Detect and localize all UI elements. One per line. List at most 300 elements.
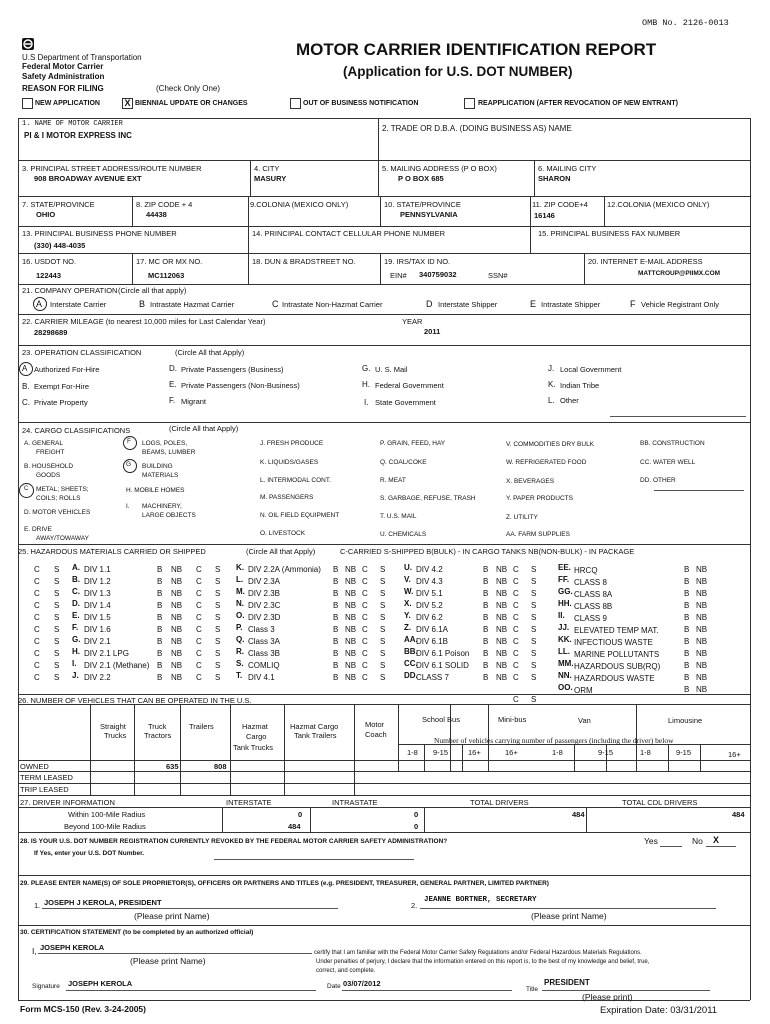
op-letter-d[interactable]: D bbox=[426, 299, 433, 309]
hazmat-nonbulk-mark[interactable]: NB bbox=[345, 601, 357, 610]
op-class-f[interactable]: Migrant bbox=[181, 397, 207, 406]
beyond-interstate-field[interactable]: 484 bbox=[288, 822, 301, 831]
hazmat-shipped-mark[interactable]: S bbox=[531, 613, 537, 622]
hazmat-code[interactable]: DD. bbox=[404, 671, 418, 680]
hazmat-nonbulk-mark[interactable]: NB bbox=[171, 661, 183, 670]
hazmat-code[interactable]: FF. bbox=[558, 575, 570, 584]
cargo-dd[interactable]: DD. OTHER bbox=[640, 477, 676, 484]
hazmat-class-label[interactable]: DIV 6.2 bbox=[416, 613, 443, 622]
title-field[interactable]: PRESIDENT bbox=[544, 978, 590, 987]
hazmat-code[interactable]: A. bbox=[72, 563, 80, 572]
hazmat-code[interactable]: G. bbox=[72, 635, 81, 644]
hazmat-nonbulk-mark[interactable]: NB bbox=[696, 637, 708, 646]
hazmat-code[interactable]: BB. bbox=[404, 647, 418, 656]
hazmat-class-label[interactable]: DIV 2.3B bbox=[248, 589, 281, 598]
hazmat-bulk-mark[interactable]: B bbox=[333, 613, 339, 622]
email-field[interactable]: MATTCROUP@PIIMX.COM bbox=[638, 270, 721, 277]
hazmat-bulk-mark[interactable]: B bbox=[483, 601, 489, 610]
hazmat-carried-mark[interactable]: C bbox=[362, 589, 368, 598]
cargo-f[interactable]: LOGS, POLES, bbox=[142, 440, 188, 447]
signature-field[interactable]: JOSEPH KEROLA bbox=[68, 979, 133, 988]
hazmat-carried-mark[interactable]: C bbox=[196, 661, 202, 670]
cargo-w[interactable]: W. REFRIGERATED FOOD bbox=[506, 459, 587, 466]
hazmat-shipped-mark[interactable]: S bbox=[531, 625, 537, 634]
hazmat-carried-mark[interactable]: C bbox=[513, 673, 519, 682]
officer-1-field[interactable]: JOSEPH J KEROLA, PRESIDENT bbox=[44, 898, 162, 907]
hazmat-class-label[interactable]: DIV 4.2 bbox=[416, 565, 443, 574]
hazmat-carried-mark[interactable]: C bbox=[34, 625, 40, 634]
hazmat-bulk-mark[interactable]: B bbox=[157, 601, 163, 610]
hazmat-code[interactable]: X. bbox=[404, 599, 412, 608]
hazmat-carried-mark[interactable]: C bbox=[513, 565, 519, 574]
hazmat-bulk-mark[interactable]: B bbox=[684, 601, 690, 610]
hazmat-code[interactable]: F. bbox=[72, 623, 79, 632]
hazmat-carried-mark[interactable]: C bbox=[196, 649, 202, 658]
op-class-c[interactable]: Private Property bbox=[34, 398, 88, 407]
hazmat-bulk-mark[interactable]: B bbox=[684, 577, 690, 586]
hazmat-nonbulk-mark[interactable]: NB bbox=[696, 649, 708, 658]
hazmat-class-label[interactable]: DIV 2.2A (Ammonia) bbox=[248, 565, 321, 574]
hazmat-carried-mark[interactable]: C bbox=[34, 673, 40, 682]
hazmat-nonbulk-mark[interactable]: NB bbox=[496, 661, 508, 670]
hazmat-shipped-mark[interactable]: S bbox=[380, 661, 386, 670]
hazmat-bulk-mark[interactable]: B bbox=[483, 625, 489, 634]
hazmat-code[interactable]: OO. bbox=[558, 683, 573, 692]
hazmat-bulk-mark[interactable]: B bbox=[157, 673, 163, 682]
hazmat-carried-mark[interactable]: C bbox=[196, 613, 202, 622]
hazmat-shipped-mark[interactable]: S bbox=[531, 637, 537, 646]
cargo-g[interactable]: BUILDING bbox=[142, 463, 173, 470]
op-class-d[interactable]: Private Passengers (Business) bbox=[181, 365, 284, 374]
hazmat-bulk-mark[interactable]: B bbox=[157, 577, 163, 586]
hazmat-shipped-mark[interactable]: S bbox=[215, 577, 221, 586]
hazmat-shipped-mark[interactable]: S bbox=[380, 673, 386, 682]
hazmat-class-label[interactable]: DIV 2.3D bbox=[248, 613, 281, 622]
hazmat-bulk-mark[interactable]: B bbox=[483, 649, 489, 658]
hazmat-shipped-mark[interactable]: S bbox=[54, 637, 60, 646]
cargo-z[interactable]: Z. UTILITY bbox=[506, 514, 538, 521]
mc-number-field[interactable]: MC112063 bbox=[148, 271, 185, 280]
hazmat-carried-mark[interactable]: C bbox=[196, 601, 202, 610]
hazmat-carried-mark[interactable]: C bbox=[34, 661, 40, 670]
hazmat-carried-mark[interactable]: C bbox=[362, 673, 368, 682]
hazmat-class-label[interactable]: DIV 6.1A bbox=[416, 625, 449, 634]
hazmat-shipped-mark[interactable]: S bbox=[380, 625, 386, 634]
hazmat-code[interactable]: KK. bbox=[558, 635, 572, 644]
hazmat-bulk-mark[interactable]: B bbox=[157, 661, 163, 670]
op-letter-c[interactable]: C bbox=[272, 299, 279, 309]
carrier-name-field[interactable]: PI & I MOTOR EXPRESS INC bbox=[24, 131, 132, 140]
hazmat-code[interactable]: Y. bbox=[404, 611, 411, 620]
cargo-t[interactable]: T. U.S. MAIL bbox=[380, 513, 417, 520]
hazmat-nonbulk-mark[interactable]: NB bbox=[171, 601, 183, 610]
hazmat-bulk-mark[interactable]: B bbox=[157, 589, 163, 598]
cargo-p[interactable]: P. GRAIN, FEED, HAY bbox=[380, 440, 446, 447]
hazmat-nonbulk-mark[interactable]: NB bbox=[171, 565, 183, 574]
hazmat-bulk-mark[interactable]: B bbox=[684, 565, 690, 574]
cargo-o[interactable]: O. LIVESTOCK bbox=[260, 530, 306, 537]
hazmat-shipped-mark[interactable]: S bbox=[531, 589, 537, 598]
hazmat-nonbulk-mark[interactable]: NB bbox=[496, 625, 508, 634]
hazmat-code[interactable]: U. bbox=[404, 563, 412, 572]
hazmat-class-label[interactable]: CLASS 8 bbox=[574, 578, 607, 587]
hazmat-shipped-mark[interactable]: S bbox=[531, 601, 537, 610]
hazmat-bulk-mark[interactable]: B bbox=[483, 565, 489, 574]
mailing-address-field[interactable]: P O BOX 685 bbox=[398, 174, 444, 183]
hazmat-class-label[interactable]: DIV 1.6 bbox=[84, 625, 111, 634]
hazmat-class-label[interactable]: HAZARDOUS SUB(RQ) bbox=[574, 662, 661, 671]
hazmat-nonbulk-mark[interactable]: NB bbox=[496, 601, 508, 610]
op-class-a[interactable]: Authorized For-Hire bbox=[34, 365, 100, 374]
hazmat-nonbulk-mark[interactable]: NB bbox=[696, 589, 708, 598]
hazmat-bulk-mark[interactable]: B bbox=[684, 661, 690, 670]
hazmat-class-label[interactable]: DIV 1.5 bbox=[84, 613, 111, 622]
hazmat-nonbulk-mark[interactable]: NB bbox=[496, 637, 508, 646]
cargo-r[interactable]: R. MEAT bbox=[380, 477, 406, 484]
hazmat-nonbulk-mark[interactable]: NB bbox=[171, 637, 183, 646]
hazmat-nonbulk-mark[interactable]: NB bbox=[696, 673, 708, 682]
cargo-b[interactable]: B. HOUSEHOLD bbox=[24, 463, 74, 470]
hazmat-code[interactable]: K. bbox=[236, 563, 244, 572]
mileage-field[interactable]: 28298689 bbox=[34, 328, 68, 337]
hazmat-shipped-mark[interactable]: S bbox=[531, 661, 537, 670]
hazmat-class-label[interactable]: DIV 2.3C bbox=[248, 601, 281, 610]
cargo-cc[interactable]: CC. WATER WELL bbox=[640, 459, 696, 466]
hazmat-shipped-mark[interactable]: S bbox=[215, 661, 221, 670]
hazmat-code[interactable]: W. bbox=[404, 587, 414, 596]
hazmat-bulk-mark[interactable]: B bbox=[684, 637, 690, 646]
hazmat-shipped-mark[interactable]: S bbox=[531, 649, 537, 658]
hazmat-carried-mark[interactable]: C bbox=[196, 637, 202, 646]
hazmat-bulk-mark[interactable]: B bbox=[483, 673, 489, 682]
hazmat-shipped-mark[interactable]: S bbox=[54, 601, 60, 610]
hazmat-bulk-mark[interactable]: B bbox=[483, 661, 489, 670]
hazmat-bulk-mark[interactable]: B bbox=[157, 625, 163, 634]
hazmat-bulk-mark[interactable]: B bbox=[333, 673, 339, 682]
mailing-zip-field[interactable]: 16146 bbox=[534, 211, 555, 220]
hazmat-shipped-mark[interactable]: S bbox=[54, 673, 60, 682]
usdot-field[interactable]: 122443 bbox=[36, 271, 62, 280]
hazmat-shipped-mark[interactable]: S bbox=[531, 577, 537, 586]
hazmat-nonbulk-mark[interactable]: NB bbox=[496, 613, 508, 622]
cargo-d[interactable]: D. MOTOR VEHICLES bbox=[24, 509, 91, 516]
hazmat-nonbulk-mark[interactable]: NB bbox=[696, 661, 708, 670]
hazmat-bulk-mark[interactable]: B bbox=[684, 685, 690, 694]
hazmat-class-label[interactable]: HAZARDOUS WASTE bbox=[574, 674, 655, 683]
op-class-i[interactable]: State Government bbox=[375, 398, 436, 407]
hazmat-carried-mark[interactable]: C bbox=[362, 649, 368, 658]
hazmat-nonbulk-mark[interactable]: NB bbox=[171, 589, 183, 598]
hazmat-code[interactable]: O. bbox=[236, 611, 245, 620]
hazmat-carried-mark[interactable]: C bbox=[513, 613, 519, 622]
cargo-m[interactable]: M. PASSENGERS bbox=[260, 494, 314, 501]
hazmat-bulk-mark[interactable]: B bbox=[157, 649, 163, 658]
op-class-l[interactable]: Other bbox=[560, 396, 579, 405]
hazmat-code[interactable]: C. bbox=[72, 587, 80, 596]
hazmat-carried-mark[interactable]: C bbox=[362, 565, 368, 574]
cargo-e[interactable]: E. DRIVE bbox=[24, 526, 52, 533]
out-of-business-checkbox[interactable] bbox=[290, 98, 301, 109]
revoked-yes-label[interactable]: Yes bbox=[644, 836, 658, 846]
cargo-bb[interactable]: BB. CONSTRUCTION bbox=[640, 440, 705, 447]
hazmat-carried-mark[interactable]: C bbox=[513, 625, 519, 634]
hazmat-code[interactable]: Q. bbox=[236, 635, 245, 644]
hazmat-bulk-mark[interactable]: B bbox=[333, 661, 339, 670]
hazmat-code[interactable]: L. bbox=[236, 575, 244, 584]
certifier-name-field[interactable]: JOSEPH KEROLA bbox=[40, 943, 105, 952]
hazmat-class-label[interactable]: Class 3 bbox=[248, 625, 275, 634]
cargo-x[interactable]: X. BEVERAGES bbox=[506, 478, 555, 485]
cargo-aa[interactable]: AA. FARM SUPPLIES bbox=[506, 531, 570, 538]
hazmat-code[interactable]: Z. bbox=[404, 623, 412, 632]
hazmat-class-label[interactable]: COMLIQ bbox=[248, 661, 280, 670]
hazmat-code[interactable]: CC. bbox=[404, 659, 418, 668]
hazmat-bulk-mark[interactable]: B bbox=[684, 673, 690, 682]
hazmat-bulk-mark[interactable]: B bbox=[333, 577, 339, 586]
hazmat-bulk-mark[interactable]: B bbox=[684, 613, 690, 622]
op-class-j[interactable]: Local Government bbox=[560, 365, 622, 374]
hazmat-shipped-mark[interactable]: S bbox=[54, 589, 60, 598]
hazmat-code[interactable]: GG. bbox=[558, 587, 573, 596]
cargo-c[interactable]: METAL; SHEETS; bbox=[36, 486, 89, 493]
hazmat-nonbulk-mark[interactable]: NB bbox=[171, 577, 183, 586]
hazmat-class-label[interactable]: DIV 6.1 SOLID bbox=[416, 661, 469, 670]
hazmat-bulk-mark[interactable]: B bbox=[333, 637, 339, 646]
hazmat-nonbulk-mark[interactable]: NB bbox=[345, 577, 357, 586]
hazmat-bulk-mark[interactable]: B bbox=[483, 613, 489, 622]
hazmat-class-label[interactable]: CLASS 8B bbox=[574, 602, 613, 611]
hazmat-code[interactable]: H. bbox=[72, 647, 80, 656]
hazmat-nonbulk-mark[interactable]: NB bbox=[696, 565, 708, 574]
hazmat-class-label[interactable]: ELEVATED TEMP MAT. bbox=[574, 626, 659, 635]
hazmat-class-label[interactable]: DIV 2.1 LPG bbox=[84, 649, 129, 658]
hazmat-shipped-mark[interactable]: S bbox=[215, 589, 221, 598]
mailing-state-field[interactable]: PENNSYLVANIA bbox=[400, 210, 458, 219]
hazmat-class-label[interactable]: DIV 6.1 Poison bbox=[416, 649, 470, 658]
cargo-s[interactable]: S. GARBAGE, REFUSE, TRASH bbox=[380, 495, 476, 502]
hazmat-shipped-mark[interactable]: S bbox=[380, 637, 386, 646]
hazmat-carried-mark[interactable]: C bbox=[196, 673, 202, 682]
hazmat-code[interactable]: NN. bbox=[558, 671, 572, 680]
hazmat-carried-mark[interactable]: C bbox=[513, 589, 519, 598]
hazmat-shipped-mark[interactable]: S bbox=[531, 565, 537, 574]
hazmat-code[interactable]: MM. bbox=[558, 659, 574, 668]
business-phone-field[interactable]: (330) 448-4035 bbox=[34, 241, 86, 250]
hazmat-shipped-mark[interactable]: S bbox=[380, 589, 386, 598]
hazmat-nonbulk-mark[interactable]: NB bbox=[345, 625, 357, 634]
hazmat-bulk-mark[interactable]: B bbox=[483, 577, 489, 586]
cargo-i[interactable]: MACHINERY, bbox=[142, 503, 182, 510]
hazmat-code[interactable]: D. bbox=[72, 599, 80, 608]
hazmat-shipped-mark[interactable]: S bbox=[54, 613, 60, 622]
hazmat-class-label[interactable]: INFECTIOUS WASTE bbox=[574, 638, 653, 647]
officer-2-field[interactable]: JEANNE BORTNER, SECRETARY bbox=[424, 896, 537, 904]
revoked-no-label[interactable]: No bbox=[692, 836, 703, 846]
hazmat-bulk-mark[interactable]: B bbox=[333, 601, 339, 610]
cargo-y[interactable]: Y. PAPER PRODUCTS bbox=[506, 495, 573, 502]
cargo-l[interactable]: L. INTERMODAL CONT. bbox=[260, 477, 331, 484]
hazmat-code[interactable]: M. bbox=[236, 587, 245, 596]
hazmat-nonbulk-mark[interactable]: NB bbox=[496, 649, 508, 658]
hazmat-nonbulk-mark[interactable]: NB bbox=[345, 589, 357, 598]
hazmat-nonbulk-mark[interactable]: NB bbox=[345, 673, 357, 682]
hazmat-shipped-mark[interactable]: S bbox=[380, 565, 386, 574]
hazmat-bulk-mark[interactable]: B bbox=[483, 589, 489, 598]
cargo-h[interactable]: H. MOBILE HOMES bbox=[126, 487, 185, 494]
hazmat-bulk-mark[interactable]: B bbox=[157, 613, 163, 622]
hazmat-shipped-mark[interactable]: S bbox=[380, 649, 386, 658]
hazmat-nonbulk-mark[interactable]: NB bbox=[171, 613, 183, 622]
hazmat-carried-mark[interactable]: C bbox=[362, 613, 368, 622]
hazmat-carried-mark[interactable]: C bbox=[196, 577, 202, 586]
hazmat-carried-mark[interactable]: C bbox=[34, 565, 40, 574]
hazmat-shipped-mark[interactable]: S bbox=[215, 673, 221, 682]
hazmat-carried-mark[interactable]: C bbox=[513, 577, 519, 586]
hazmat-class-label[interactable]: HRCQ bbox=[574, 566, 598, 575]
hazmat-nonbulk-mark[interactable]: NB bbox=[696, 601, 708, 610]
hazmat-class-label[interactable]: Class 3B bbox=[248, 649, 281, 658]
hazmat-code[interactable]: V. bbox=[404, 575, 411, 584]
hazmat-nonbulk-mark[interactable]: NB bbox=[345, 649, 357, 658]
hazmat-carried-mark[interactable]: C bbox=[196, 625, 202, 634]
hazmat-class-label[interactable]: DIV 2.3A bbox=[248, 577, 281, 586]
hazmat-bulk-mark[interactable]: B bbox=[333, 649, 339, 658]
hazmat-class-label[interactable]: DIV 6.1B bbox=[416, 637, 449, 646]
hazmat-code[interactable]: I. bbox=[72, 659, 77, 668]
hazmat-nonbulk-mark[interactable]: NB bbox=[496, 589, 508, 598]
hazmat-carried-mark[interactable]: C bbox=[513, 649, 519, 658]
hazmat-code[interactable]: J. bbox=[72, 671, 79, 680]
hazmat-carried-mark[interactable]: C bbox=[34, 613, 40, 622]
hazmat-code[interactable]: S. bbox=[236, 659, 244, 668]
hazmat-carried-mark[interactable]: C bbox=[362, 625, 368, 634]
cargo-k[interactable]: K. LIQUIDS/GASES bbox=[260, 459, 319, 466]
hazmat-nonbulk-mark[interactable]: NB bbox=[496, 577, 508, 586]
hazmat-class-label[interactable]: CLASS 8A bbox=[574, 590, 613, 599]
hazmat-bulk-mark[interactable]: B bbox=[333, 565, 339, 574]
hazmat-shipped-mark[interactable]: S bbox=[380, 577, 386, 586]
hazmat-carried-mark[interactable]: C bbox=[362, 577, 368, 586]
hazmat-shipped-mark[interactable]: S bbox=[54, 625, 60, 634]
hazmat-bulk-mark[interactable]: B bbox=[157, 637, 163, 646]
hazmat-code[interactable]: HH. bbox=[558, 599, 572, 608]
cargo-q[interactable]: Q. COAL/COKE bbox=[380, 459, 427, 466]
hazmat-bulk-mark[interactable]: B bbox=[333, 625, 339, 634]
hazmat-code[interactable]: II. bbox=[558, 611, 565, 620]
cargo-j[interactable]: J. FRESH PRODUCE bbox=[260, 440, 324, 447]
city-field[interactable]: MASURY bbox=[254, 174, 287, 183]
hazmat-class-label[interactable]: DIV 1.4 bbox=[84, 601, 111, 610]
hazmat-carried-mark[interactable]: C bbox=[34, 601, 40, 610]
op-class-k[interactable]: Indian Tribe bbox=[560, 381, 600, 390]
hazmat-shipped-mark[interactable]: S bbox=[215, 637, 221, 646]
beyond-intrastate-field[interactable]: 0 bbox=[414, 822, 419, 831]
hazmat-nonbulk-mark[interactable]: NB bbox=[496, 565, 508, 574]
cargo-v[interactable]: V. COMMODITIES DRY BULK bbox=[506, 441, 595, 448]
within-intrastate-field[interactable]: 0 bbox=[414, 810, 419, 819]
hazmat-shipped-mark[interactable]: S bbox=[215, 649, 221, 658]
hazmat-carried-mark[interactable]: C bbox=[513, 601, 519, 610]
op-letter-e[interactable]: E bbox=[530, 299, 537, 309]
hazmat-nonbulk-mark[interactable]: NB bbox=[696, 625, 708, 634]
hazmat-bulk-mark[interactable]: B bbox=[684, 589, 690, 598]
total-cdl-field[interactable]: 484 bbox=[732, 810, 745, 819]
new-application-checkbox[interactable] bbox=[22, 98, 33, 109]
zip-field[interactable]: 44438 bbox=[146, 210, 167, 219]
reapplication-checkbox[interactable] bbox=[464, 98, 475, 109]
hazmat-code[interactable]: JJ. bbox=[558, 623, 570, 632]
hazmat-class-label[interactable]: DIV 2.2 bbox=[84, 673, 111, 682]
hazmat-shipped-mark[interactable]: S bbox=[531, 695, 537, 704]
hazmat-nonbulk-mark[interactable]: NB bbox=[171, 673, 183, 682]
hazmat-bulk-mark[interactable]: B bbox=[333, 589, 339, 598]
hazmat-carried-mark[interactable]: C bbox=[513, 695, 519, 704]
hazmat-class-label[interactable]: CLASS 7 bbox=[416, 673, 449, 682]
hazmat-class-label[interactable]: Class 3A bbox=[248, 637, 281, 646]
hazmat-nonbulk-mark[interactable]: NB bbox=[696, 685, 708, 694]
hazmat-class-label[interactable]: CLASS 9 bbox=[574, 614, 607, 623]
hazmat-shipped-mark[interactable]: S bbox=[531, 673, 537, 682]
hazmat-code[interactable]: E. bbox=[72, 611, 80, 620]
hazmat-class-label[interactable]: DIV 5.1 bbox=[416, 589, 443, 598]
hazmat-bulk-mark[interactable]: B bbox=[684, 649, 690, 658]
hazmat-class-label[interactable]: DIV 1.2 bbox=[84, 577, 111, 586]
hazmat-class-label[interactable]: DIV 5.2 bbox=[416, 601, 443, 610]
hazmat-shipped-mark[interactable]: S bbox=[215, 625, 221, 634]
op-letter-a[interactable]: A bbox=[36, 299, 43, 309]
hazmat-code[interactable]: B. bbox=[72, 575, 80, 584]
hazmat-carried-mark[interactable]: C bbox=[34, 577, 40, 586]
hazmat-carried-mark[interactable]: C bbox=[196, 589, 202, 598]
hazmat-shipped-mark[interactable]: S bbox=[54, 565, 60, 574]
hazmat-shipped-mark[interactable]: S bbox=[215, 565, 221, 574]
hazmat-carried-mark[interactable]: C bbox=[362, 601, 368, 610]
hazmat-shipped-mark[interactable]: S bbox=[215, 613, 221, 622]
hazmat-nonbulk-mark[interactable]: NB bbox=[696, 613, 708, 622]
hazmat-carried-mark[interactable]: C bbox=[362, 637, 368, 646]
hazmat-code[interactable]: LL. bbox=[558, 647, 570, 656]
total-drivers-field[interactable]: 484 bbox=[572, 810, 585, 819]
hazmat-class-label[interactable]: DIV 1.1 bbox=[84, 565, 111, 574]
hazmat-nonbulk-mark[interactable]: NB bbox=[345, 613, 357, 622]
hazmat-nonbulk-mark[interactable]: NB bbox=[696, 577, 708, 586]
op-letter-b[interactable]: B bbox=[139, 299, 146, 309]
hazmat-code[interactable]: N. bbox=[236, 599, 244, 608]
op-class-e[interactable]: Private Passengers (Non-Business) bbox=[181, 381, 300, 390]
date-field[interactable]: 03/07/2012 bbox=[343, 979, 381, 988]
hazmat-class-label[interactable]: DIV 4.3 bbox=[416, 577, 443, 586]
year-field[interactable]: 2011 bbox=[424, 327, 441, 336]
hazmat-shipped-mark[interactable]: S bbox=[54, 661, 60, 670]
hazmat-code[interactable]: P. bbox=[236, 623, 243, 632]
hazmat-carried-mark[interactable]: C bbox=[513, 637, 519, 646]
hazmat-class-label[interactable]: DIV 2.1 (Methane) bbox=[84, 661, 150, 670]
hazmat-nonbulk-mark[interactable]: NB bbox=[171, 649, 183, 658]
hazmat-class-label[interactable]: DIV 1.3 bbox=[84, 589, 111, 598]
hazmat-shipped-mark[interactable]: S bbox=[380, 613, 386, 622]
hazmat-bulk-mark[interactable]: B bbox=[684, 625, 690, 634]
op-class-g[interactable]: U. S. Mail bbox=[375, 365, 408, 374]
hazmat-shipped-mark[interactable]: S bbox=[54, 649, 60, 658]
revoked-no-mark[interactable]: X bbox=[713, 835, 720, 845]
hazmat-class-label[interactable]: DIV 4.1 bbox=[248, 673, 275, 682]
hazmat-nonbulk-mark[interactable]: NB bbox=[345, 565, 357, 574]
street-address-field[interactable]: 908 BROADWAY AVENUE EXT bbox=[34, 174, 142, 183]
hazmat-class-label[interactable]: DIV 2.1 bbox=[84, 637, 111, 646]
hazmat-shipped-mark[interactable]: S bbox=[215, 601, 221, 610]
hazmat-class-label[interactable]: MARINE POLLUTANTS bbox=[574, 650, 660, 659]
cargo-u[interactable]: U. CHEMICALS bbox=[380, 531, 427, 538]
